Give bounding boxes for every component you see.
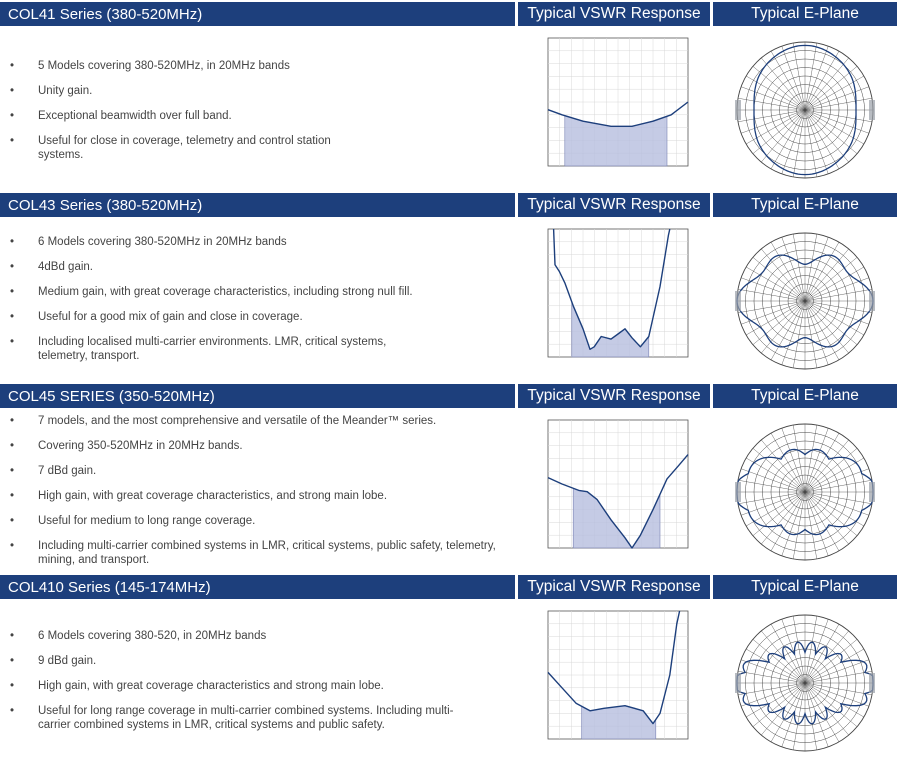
feature-item: • 7 models, and the most comprehensive and versatile of the Meander™ series. bbox=[0, 414, 515, 428]
section-col43 bbox=[0, 193, 897, 380]
vswr-chart bbox=[518, 412, 710, 570]
eplane-polar-chart bbox=[716, 603, 894, 761]
feature-item: • Including localised multi-carrier environments. LMR, critical systems, telemetry, transport. bbox=[0, 335, 438, 363]
feature-item: • 5 Models covering 380-520MHz, in 20MHz bands bbox=[0, 59, 515, 73]
section-title-bar bbox=[0, 575, 515, 599]
eplane-header: Typical E-Plane bbox=[713, 384, 897, 408]
feature-item: • Useful for long range coverage in multi-carrier combined systems. Including multi-carrier combined systems in LMR, critical systems and public safety. bbox=[0, 704, 478, 732]
feature-item: • High gain, with great coverage characteristics, and strong main lobe. bbox=[0, 489, 515, 503]
feature-item: • High gain, with great coverage characteristics and strong main lobe. bbox=[0, 679, 515, 693]
feature-item: • 7 dBd gain. bbox=[0, 464, 515, 478]
eplane-polar-chart bbox=[716, 30, 894, 188]
feature-item: • Covering 350-520MHz in 20MHz bands. bbox=[0, 439, 515, 453]
polar-marker bbox=[735, 100, 741, 120]
eplane-polar-chart bbox=[716, 412, 894, 570]
feature-item: • Useful for medium to long range coverage. bbox=[0, 514, 515, 528]
polar-marker bbox=[869, 291, 875, 311]
feature-list bbox=[0, 414, 515, 567]
section-title: COL41 Series (380-520MHz) bbox=[8, 6, 203, 23]
polar-marker bbox=[869, 100, 875, 120]
section-col41 bbox=[0, 2, 897, 189]
section-title-bar bbox=[0, 384, 515, 408]
vswr-chart bbox=[518, 603, 710, 761]
feature-list bbox=[0, 235, 515, 363]
polar-marker bbox=[869, 482, 875, 502]
feature-list bbox=[0, 59, 515, 162]
vswr-header: Typical VSWR Response bbox=[518, 575, 710, 599]
section-title: COL45 SERIES (350-520MHz) bbox=[8, 388, 215, 405]
eplane-header: Typical E-Plane bbox=[713, 2, 897, 26]
section-col410 bbox=[0, 575, 897, 765]
polar-marker bbox=[735, 291, 741, 311]
section-title-bar bbox=[0, 2, 515, 26]
section-title-bar bbox=[0, 193, 515, 217]
feature-item: • Useful for a good mix of gain and close in coverage. bbox=[0, 310, 515, 324]
feature-item: • 6 Models covering 380-520, in 20MHz bands bbox=[0, 629, 515, 643]
eplane-header: Typical E-Plane bbox=[713, 193, 897, 217]
vswr-header: Typical VSWR Response bbox=[518, 2, 710, 26]
section-col45 bbox=[0, 384, 897, 571]
feature-item: • Unity gain. bbox=[0, 84, 515, 98]
vswr-header: Typical VSWR Response bbox=[518, 384, 710, 408]
feature-item: • Including multi-carrier combined systems in LMR, critical systems, public safety, telemetry, mining, and transport. bbox=[0, 539, 508, 567]
vswr-header: Typical VSWR Response bbox=[518, 193, 710, 217]
feature-item: • Exceptional beamwidth over full band. bbox=[0, 109, 515, 123]
vswr-chart bbox=[518, 221, 710, 379]
polar-marker bbox=[735, 482, 741, 502]
polar-marker bbox=[869, 673, 875, 693]
feature-item: • 9 dBd gain. bbox=[0, 654, 515, 668]
eplane-polar-chart bbox=[716, 221, 894, 379]
feature-list bbox=[0, 629, 515, 732]
polar-marker bbox=[735, 673, 741, 693]
eplane-header: Typical E-Plane bbox=[713, 575, 897, 599]
feature-item: • Useful for close in coverage, telemetry and control station systems. bbox=[0, 134, 358, 162]
section-title: COL410 Series (145-174MHz) bbox=[8, 579, 211, 596]
section-title: COL43 Series (380-520MHz) bbox=[8, 197, 203, 214]
feature-item: • Medium gain, with great coverage characteristics, including strong null fill. bbox=[0, 285, 515, 299]
feature-item: • 6 Models covering 380-520MHz in 20MHz bands bbox=[0, 235, 515, 249]
feature-item: • 4dBd gain. bbox=[0, 260, 515, 274]
vswr-chart bbox=[518, 30, 710, 188]
